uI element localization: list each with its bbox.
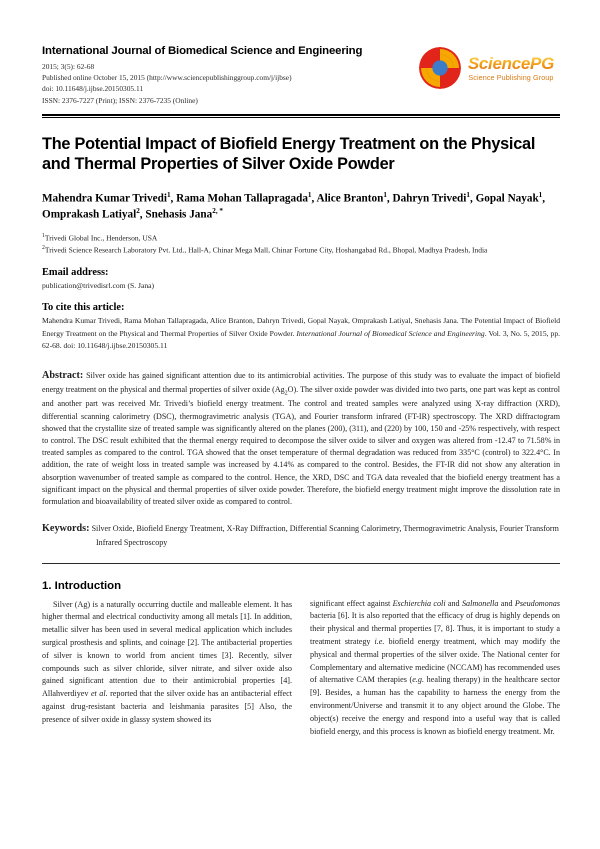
- body-column-left: [42, 580, 292, 739]
- abstract-divider: [42, 563, 560, 564]
- published-online-line: Published online October 15, 2015 (http://www.sciencepublishinggroup.com/j/ijbse): [42, 73, 292, 83]
- sciencepg-swirl-icon: [418, 46, 462, 90]
- affiliation-1: $^1$Trivedi Global Inc., Henderson, USA: [42, 233, 158, 243]
- affiliation-list: [42, 232, 560, 256]
- masthead: [42, 44, 560, 106]
- keywords-label: Keywords:: [42, 523, 90, 535]
- issn-line: ISSN: 2376-7227 (Print); ISSN: 2376-7235 (Online): [42, 95, 198, 105]
- affiliation-1-text: Trivedi Global Inc., Henderson, USA: [44, 233, 158, 243]
- intro-paragraph-right: significant effect against Eschierchia coli and Salmonella and Pseudomonas bacteria [6]. It is also reported that the efficacy of drug is highly depends on their physical and thermal properties [7, 8]. Thus, it is important to study a treatment strategy i.e. biofield energy treatment, which may modify the physical and thermal properties of the silver oxide. The National center for Complementary and alternative medicine (NCCAM) has recommended uses of alternative CAM therapies (e.g. healing therapy) in the healthcare sector [9]. Besides, a human has the capability to harness the energy from the environment/Universe and transmit it to any object around the Globe. The object(s) receive the energy and respond into a useful way that is called biofield energy, and this process is known as biofield energy treatment. Mr.: [310, 598, 560, 736]
- publisher-logo: [418, 46, 554, 90]
- publisher-wordmark: [468, 55, 554, 82]
- abstract-block: [42, 368, 560, 508]
- column-top-spacer: [310, 580, 560, 598]
- citation-text: Mahendra Kumar Trivedi, Rama Mohan Tallapragada, Alice Branton, Dahryn Trivedi, Gopal Nayak, Omprakash Latiyal, Snehasis Jana. The Potential Impact of Biofield Energy Treatment on the Physical and Thermal Properties of Silver Oxide Powder. International Journal of Biomedical Science and Engineering. Vol. 3, No. 5, 2015, pp. 62-68. doi: 10.11648/j.ijbse.20150305.11: [42, 316, 561, 350]
- email-address[interactable]: publication@trivedisrl.com (S. Jana): [42, 280, 155, 290]
- email-heading: Email address:: [42, 266, 109, 278]
- intro-paragraph-left: Silver (Ag) is a naturally occurring ductile and malleable element. It has higher thermal and electrical conductivity among all metals [1]. In addition, metallic silver has been used in several medical application which includes surgical prosthesis and splints, and coinage [2]. The antibacterial properties of silver is known to world from ancient times [3]. Recently, silver compounds such as silver chloride, silver nitrate, and silver oxide also gained significant attention due to their antimicrobial properties [4]. Allahverdiyev et al. reported that the silver oxide has an antibacterial effect against drug-resistant bacteria and leishmania parasites [5] Also, the presence of silver oxide in glassy system showed its: [42, 599, 292, 724]
- abstract-label: Abstract:: [42, 370, 84, 382]
- publisher-name: SciencePG: [467, 53, 554, 73]
- keywords-text: Silver Oxide, Biofield Energy Treatment, X-Ray Diffraction, Differential Scanning Calorimetry, Thermogravimetric Analysis, Fourier Transform Infrared Spectroscopy: [91, 524, 559, 547]
- journal-title: International Journal of Biomedical Science and Engineering: [42, 45, 363, 57]
- masthead-divider: [42, 114, 560, 119]
- page-title: The Potential Impact of Biofield Energy Treatment on the Physical and Thermal Properties of Silver Oxide Powder: [42, 135, 536, 174]
- cite-heading: To cite this article:: [42, 302, 125, 314]
- body-columns: [42, 580, 560, 739]
- author-list: Mahendra Kumar Trivedi$^1$, Rama Mohan Tallapragada$^1$, Alice Branton$^1$, Dahryn Trivedi$^1$, Gopal Nayak$^1$, Omprakash Latiyal$^2$, Snehasis Jana$^{2, *}$: [42, 190, 546, 221]
- affiliation-2: $^2$Trivedi Science Research Laboratory Pvt. Ltd., Hall-A, Chinar Mega Mall, Chinar Fortune City, Hoshangabad Rd., Bhopal, Madhya Pradesh, India: [42, 245, 488, 255]
- volume-issue-pages: 2015; 3(5): 62-68: [42, 62, 95, 72]
- doi-line: doi: 10.11648/j.ijbse.20150305.11: [42, 84, 144, 94]
- section-heading-introduction: 1. Introduction: [42, 579, 122, 592]
- affiliation-2-text: Trivedi Science Research Laboratory Pvt. Ltd., Hall-A, Chinar Mega Mall, Chinar Fortune City, Hoshangabad Rd., Bhopal, Madhya Pradesh, India: [44, 245, 488, 255]
- masthead-text-block: [42, 44, 387, 106]
- abstract-text: Silver oxide has gained significant attention due to its antimicrobial activities. The purpose of this study was to evaluate the impact of biofield energy treatment on the physical and thermal properties of silver oxide $(Ag_2O)$. The silver oxide powder was divided into two parts, one part was kept as control and another part was received Mr. Trivedi’s biofield energy treatment. The control and treated samples were analyzed using X-ray diffraction (XRD), differential scanning calorimetry (DSC), thermogravimetric analysis (TGA), and Fourier transform infrared (FT-IR) spectroscopy. The XRD diffractogram showed that the crystallite size of treated sample was significantly altered on the planes (200), (311), and (220) by 100, 150 and -25% respectively, with respect to control. The DSC result exhibited that the thermal energy required to decompose the silver oxide to silver and oxygen was altered from -12.47 to 71.58% in treated samples as compared to the control. TGA showed that the onset temperature of thermal degradation was reduced from 335°C (control) to 322.4°C. In addition, the rate of weight loss in treated sample was increased by 4.14% as compared to the control. Besides, the FT-IR did not show any alteration in absorption wavenumber of treated sample as compared to the control. Hence, the XRD, DSC and TGA data revealed that the biofield energy treatment has a significant impact on the physical and thermal properties of silver oxide powder. Therefore, the biofield energy treatment might improve the dissolution rate in formulation and bioavailability of treated silver oxide as compared to control.: [42, 371, 560, 507]
- publisher-tagline: Science Publishing Group: [468, 72, 554, 82]
- keywords-block: [42, 521, 560, 548]
- body-column-right: [310, 580, 560, 739]
